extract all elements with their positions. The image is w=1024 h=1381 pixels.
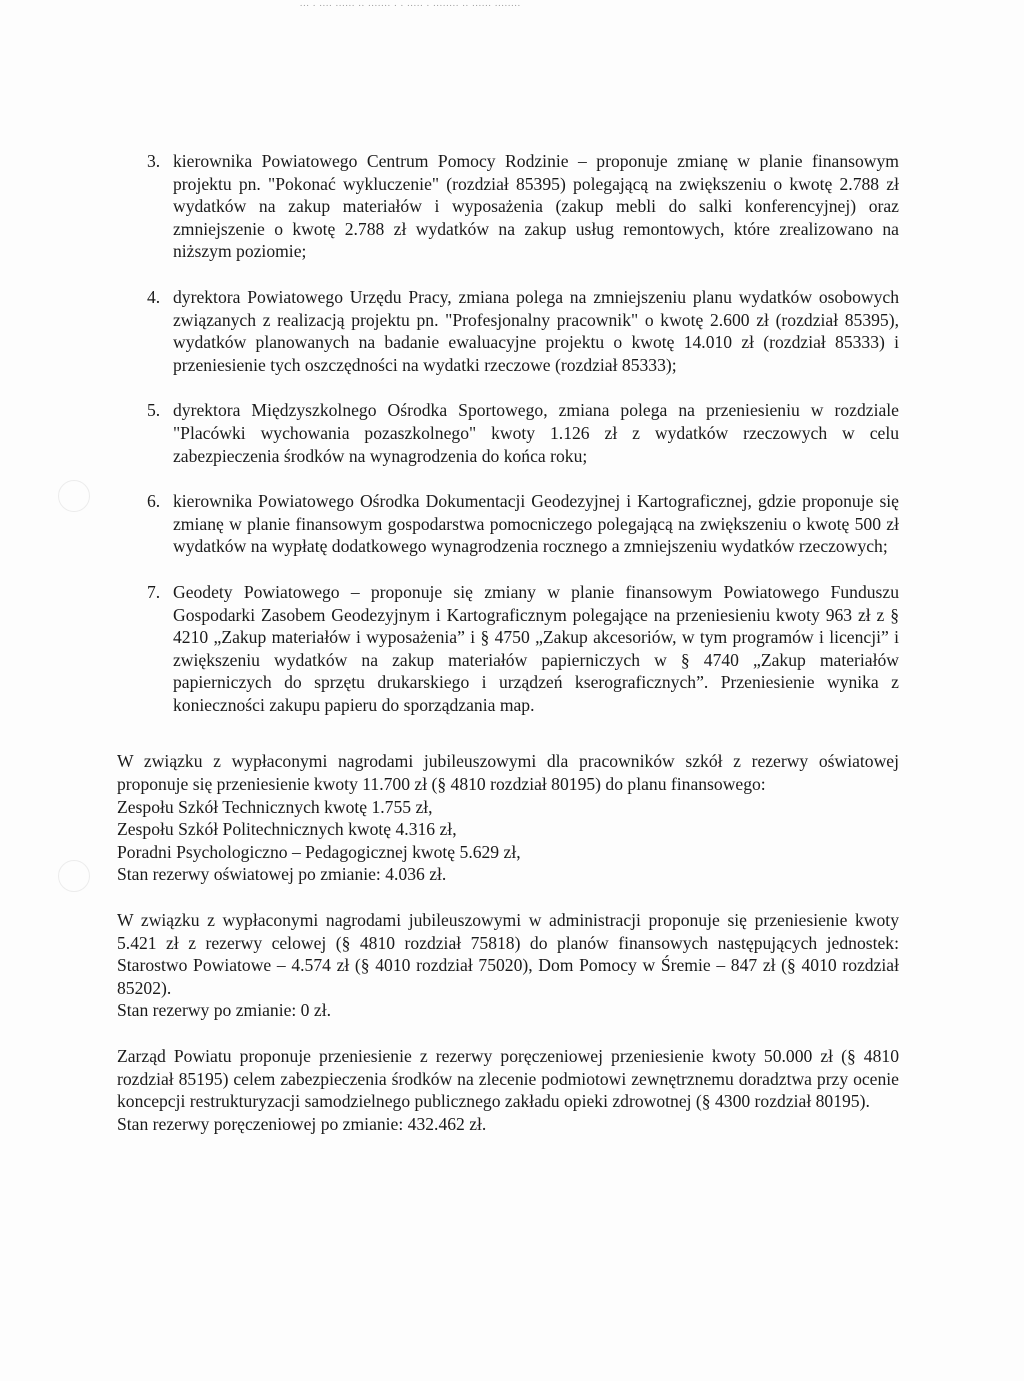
paragraph-intro: W związku z wypłaconymi nagrodami jubileuszowymi dla pracowników szkół z rezerwy oświatowej proponuje się przeniesienie kwoty 11.700 zł (§ 4810 rozdział 80195) do planu finansowego: bbox=[117, 751, 899, 795]
paragraph-guarantee-reserve bbox=[117, 1045, 899, 1135]
paragraph-line: Stan rezerwy po zmianie: 0 zł. bbox=[117, 1000, 331, 1021]
list-item-text: dyrektora Międzyszkolnego Ośrodka Sportowego, zmiana polega na przeniesieniu w rozdziale "Placówki wychowania pozaszkolnego" kwoty 1.126 zł z wydatków rzeczowych w celu zabezpieczenia środków na wynagrodzenia do końca roku; bbox=[173, 400, 899, 466]
list-item-text: dyrektora Powiatowego Urzędu Pracy, zmiana polega na zmniejszeniu planu wydatków osobowych związanych z realizacją projektu pn. "Profesjonalny pracownik" o kwotę 2.600 zł (rozdział 85395), wydatków planowanych na badanie ewaluacyjne projektu o kwotę 14.010 zł (rozdział 85333) i przeniesienie tych oszczędności na wydatki rzeczowe (rozdział 85333); bbox=[173, 286, 899, 375]
list-item-number: 3. bbox=[147, 151, 161, 171]
list-item-text: kierownika Powiatowego Ośrodka Dokumentacji Geodezyjnej i Kartograficznej, gdzie proponuje się zmianę w planie finansowym gospodarstwa pomocniczego polegającą na zwiększeniu o kwotę 500 zł wydatków na wypłatę dodatkowego wynagrodzenia rocznego a zmniejszeniu wydatków rzeczowych; bbox=[173, 491, 899, 557]
list-item-number: 7. bbox=[147, 581, 161, 602]
paragraph-admin-reserve bbox=[117, 909, 899, 1022]
list-item-text: kierownika Powiatowego Centrum Pomocy Rodzinie – proponuje zmianę w planie finansowym projektu pn. "Pokonać wykluczenie" (rozdział 85395) polegającą na zwiększeniu o kwotę 2.788 zł wydatków na zakup materiałów i wyposażenia (zakup mebli do salki konferencyjnej) oraz zmniejszenie o kwotę 2.788 zł wydatków na zakup usług remontowych, które zrealizowano na niższym poziomie; bbox=[173, 151, 899, 262]
punch-hole-mark bbox=[58, 480, 90, 512]
scan-header-noise: ... . .... ...... .. ....... . . ..... . ........ .. ...... ........ bbox=[300, 0, 521, 6]
list-item-number: 6. bbox=[147, 491, 161, 512]
paragraph-school-reserve bbox=[117, 750, 899, 886]
paragraph-intro: W związku z wypłaconymi nagrodami jubileuszowymi w administracji proponuje się przeniesienie kwoty 5.421 zł z rezerwy celowej (§ 4810 rozdział 75818) do planów finansowych następujących jednostek: Starostwo Powiatowe – 4.574 zł (§ 4010 rozdział 75020), Dom Pomocy w Śremie – 847 zł (§ 4010 rozdział 85202). bbox=[117, 910, 899, 998]
paragraph-line: Zespołu Szkół Technicznych kwotę 1.755 zł, bbox=[117, 796, 433, 817]
paragraph-line: Stan rezerwy oświatowej po zmianie: 4.036 zł. bbox=[117, 864, 447, 885]
list-item bbox=[117, 490, 899, 558]
list-item bbox=[117, 581, 899, 717]
paragraph-line: Stan rezerwy poręczeniowej po zmianie: 432.462 zł. bbox=[117, 1113, 487, 1134]
list-item-number: 5. bbox=[147, 400, 161, 421]
list-item bbox=[117, 399, 899, 467]
list-item bbox=[117, 150, 899, 263]
paragraph-line: Zespołu Szkół Politechnicznych kwotę 4.316 zł, bbox=[117, 819, 457, 840]
list-item bbox=[117, 286, 899, 376]
punch-hole-mark bbox=[58, 860, 90, 892]
paragraph-line: Poradni Psychologiczno – Pedagogicznej kwotę 5.629 zł, bbox=[117, 841, 521, 862]
list-item-text: Geodety Powiatowego – proponuje się zmiany w planie finansowym Powiatowego Funduszu Gospodarki Zasobem Geodezyjnym i Kartograficznym polegające na przeniesieniu kwoty 963 zł z § 4210 „Zakup materiałów i wyposażenia” i § 4750 „Zakup akcesoriów, w tym programów i licencji” i zwiększeniu wydatków na zakup materiałów papierniczych w § 4740 „Zakup materiałów papierniczych do sprzętu drukarskiego i urządzeń kserograficznych”. Przeniesienie wynika z konieczności zakupu papieru do sporządzania map. bbox=[173, 581, 899, 715]
document-body bbox=[117, 150, 899, 1135]
paragraph-intro: Zarząd Powiatu proponuje przeniesienie z rezerwy poręczeniowej przeniesienie kwoty 50.000 zł (§ 4810 rozdział 85195) celem zabezpieczenia środków na zlecenie podmiotowi zewnętrznemu doradztwa przy ocenie koncepcji restrukturyzacji samodzielnego publicznego zakładu opieki zdrowotnej (§ 4300 rozdział 80195). bbox=[117, 1046, 899, 1112]
list-item-number: 4. bbox=[147, 286, 161, 307]
